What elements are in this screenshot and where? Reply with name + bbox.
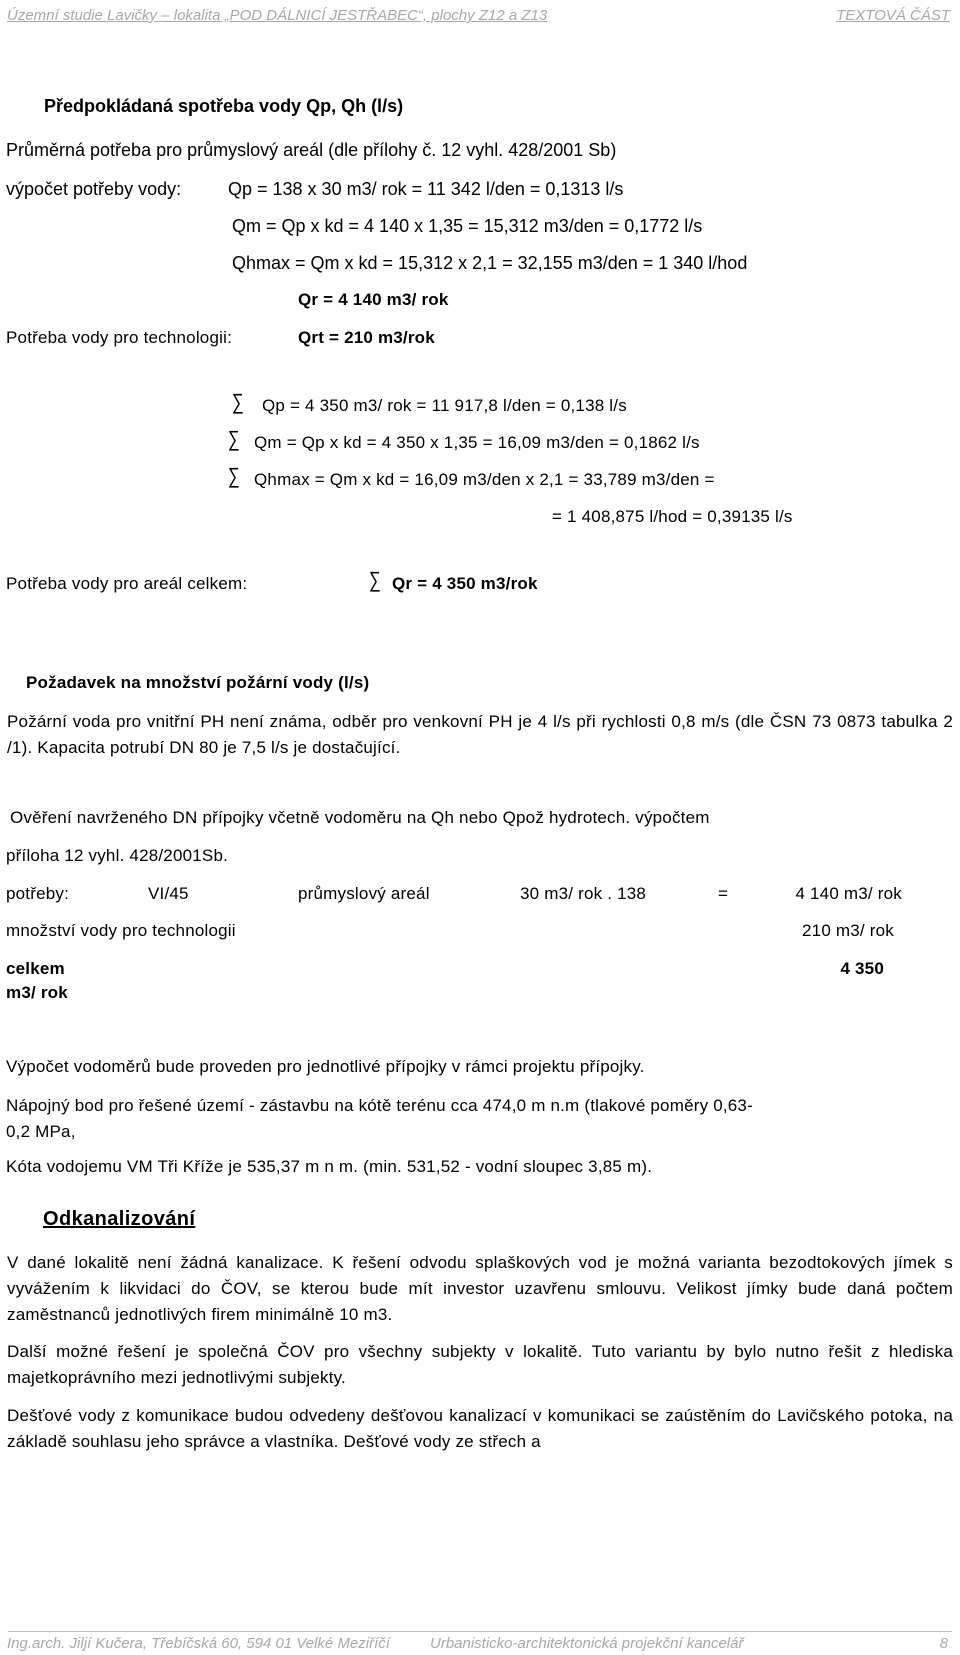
row2-label: množství vody pro technologii — [6, 921, 236, 940]
sewerage-title: Odkanalizování — [43, 1208, 196, 1230]
row2-result: 210 m3/ rok — [802, 921, 894, 940]
qrt-value: Qrt = 210 m3/rok — [298, 328, 435, 347]
sum-qhmax-formula: Qhmax = Qm x kd = 16,09 m3/den x 2,1 = 33,789 m3/den = — [254, 470, 715, 489]
footer-author: Ing.arch. Jiljí Kučera, Třebíčská 60, 594 01 Velké Meziříčí — [7, 1635, 390, 1652]
qm-formula: Qm = Qp x kd = 4 140 x 1,35 = 15,312 m3/den = 0,1772 l/s — [232, 216, 703, 236]
sewerage-text-3: Dešťové vody z komunikace budou odvedeny dešťovou kanalizací v komunikaci se zaústěním do Lavičského potoka, na základě souhlasu jeho správce a vlastníka. Dešťové vody ze střech a — [7, 1406, 953, 1451]
row1-calc: 30 m3/ rok . 138 — [520, 884, 647, 903]
average-demand-text: Průměrná potřeba pro průmyslový areál (dle přílohy č. 12 vyhl. 428/2001 Sb) — [6, 140, 617, 160]
technology-label: Potřeba vody pro technologii: — [6, 328, 232, 347]
sum-symbol-1: ∑ — [231, 389, 244, 414]
sewerage-text-2: Další možné řešení je společná ČOV pro všechny subjekty v lokalitě. Tuto variantu by bylo nutno řešit z hlediska majetkoprávního mezi jednotlivými subjekty. — [7, 1342, 953, 1387]
connection-point-text-2: 0,2 MPa, — [6, 1122, 76, 1141]
fire-water-title: Požadavek na množství požární vody (l/s) — [26, 673, 370, 692]
qp-formula: Qp = 138 x 30 m3/ rok = 11 342 l/den = 0,1313 l/s — [228, 179, 624, 199]
row1-equals: = — [718, 884, 729, 903]
row3-result: 4 350 — [840, 959, 884, 978]
sewerage-text-1: V dané lokalitě není žádná kanalizace. K řešení odvodu splaškových vod je možná varianta bezodtokových jímek s vyvážením k likvidaci do ČOV, se kterou bude mít investor uzavřenu smlouvu. Velikost jímky bude daná počtem zaměstnanců jednotlivých firem minimálně 10 m3. — [7, 1253, 953, 1324]
footer-office: Urbanisticko-architektonická projekční kancelář — [430, 1635, 744, 1652]
meter-text: Výpočet vodoměrů bude proveden pro jednotlivé přípojky v rámci projektu přípojky. — [6, 1057, 645, 1076]
total-label: Potřeba vody pro areál celkem: — [6, 574, 248, 593]
water-consumption-title: Předpokládaná spotřeba vody Qp, Qh (l/s) — [44, 96, 404, 116]
verify-line-2: příloha 12 vyhl. 428/2001Sb. — [6, 846, 229, 865]
qhmax-formula: Qhmax = Qm x kd = 15,312 x 2,1 = 32,155 m3/den = 1 340 l/hod — [232, 253, 748, 273]
total-qr-value: Qr = 4 350 m3/rok — [392, 574, 538, 593]
header-title: Územní studie Lavičky – lokalita „POD DÁLNICÍ JESTŘABEC“, plochy Z12 a Z13 — [7, 7, 548, 24]
page-number: 8 — [939, 1635, 948, 1652]
header-section: TEXTOVÁ ČÁST — [836, 7, 950, 24]
reservoir-text: Kóta vodojemu VM Tři Kříže je 535,37 m n m. (min. 531,52 - vodní sloupec 3,85 m). — [6, 1157, 653, 1176]
qr-value: Qr = 4 140 m3/ rok — [298, 290, 449, 309]
sum-qhmax-result: = 1 408,875 l/hod = 0,39135 l/s — [552, 507, 793, 526]
calc-label: výpočet potřeby vody: — [6, 179, 182, 199]
fire-water-text: Požární voda pro vnitřní PH není známa, odběr pro venkovní PH je 4 l/s při rychlosti 0,8 m/s (dle ČSN 73 0873 tabulka 2 /1). Kapacita potrubí DN 80 je 7,5 l/s je dostačující. — [7, 712, 953, 757]
sum-qp-formula: Qp = 4 350 m3/ rok = 11 917,8 l/den = 0,138 l/s — [262, 396, 627, 415]
sum-symbol-3: ∑ — [227, 463, 240, 488]
row1-result: 4 140 m3/ rok — [795, 884, 902, 903]
row3-label: celkem — [6, 959, 65, 978]
row1-type: průmyslový areál — [298, 884, 430, 903]
footer-divider — [8, 1631, 952, 1632]
row1-label: potřeby: — [6, 884, 70, 903]
connection-point-text: Nápojný bod pro řešené území - zástavbu na kótě terénu cca 474,0 m n.m (tlakové poměry 0,63- — [6, 1096, 753, 1115]
sum-symbol-2: ∑ — [227, 426, 240, 451]
row1-code: VI/45 — [148, 884, 189, 903]
sum-qm-formula: Qm = Qp x kd = 4 350 x 1,35 = 16,09 m3/den = 0,1862 l/s — [254, 433, 700, 452]
row3-unit: m3/ rok — [6, 983, 68, 1002]
sum-symbol-total: ∑ — [368, 567, 381, 592]
verify-line-1: Ověření navrženého DN přípojky včetně vodoměru na Qh nebo Qpož hydrotech. výpočtem — [10, 808, 710, 827]
